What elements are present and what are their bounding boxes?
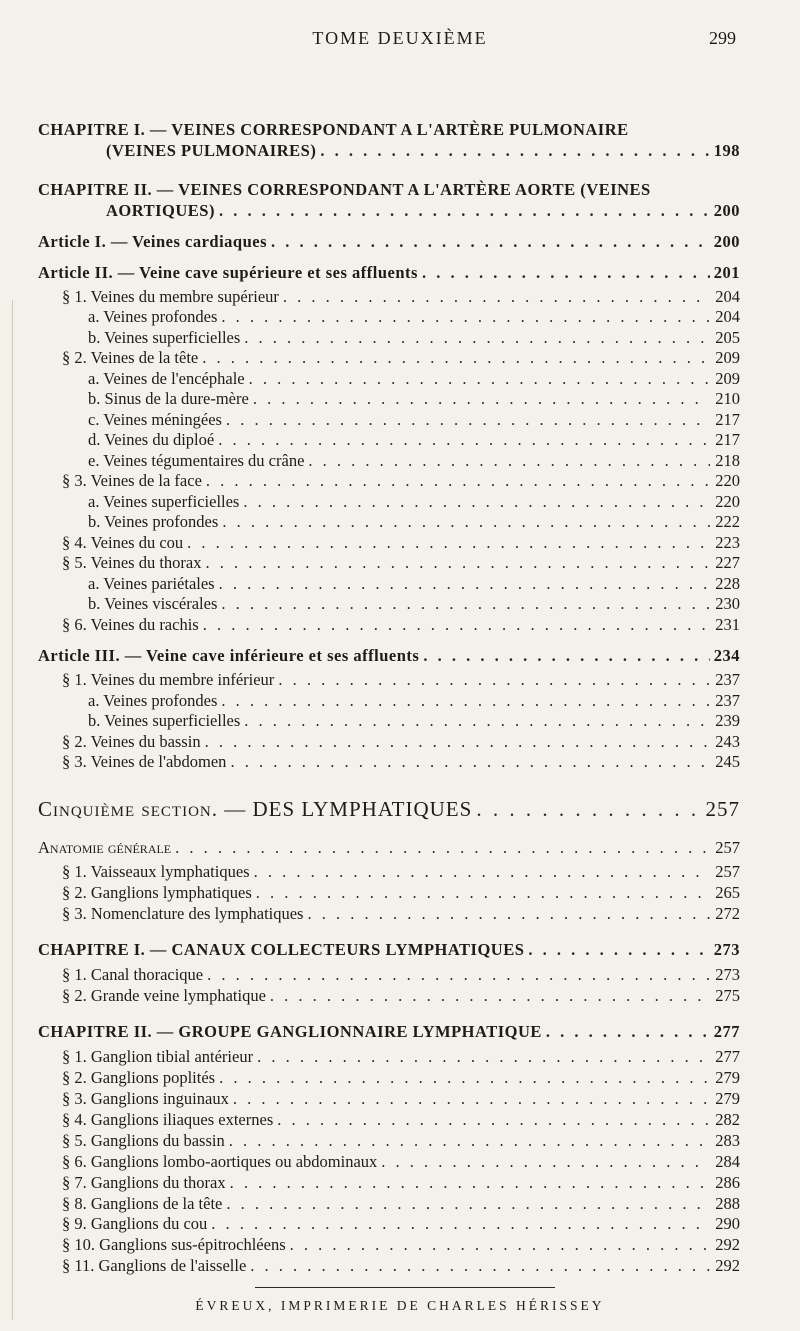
- toc-entry: § 2. Veines du bassin . . . 243: [62, 732, 740, 752]
- toc-entry: § 4. Veines du cou . . . 223: [62, 533, 740, 553]
- footer-rule: [255, 1287, 555, 1288]
- toc-entry: § 4. Ganglions iliaques externes . . . 282: [62, 1110, 740, 1130]
- toc-entry: § 2. Veines de la tête . . . 209: [62, 348, 740, 368]
- toc-entry: a. Veines de l'encéphale . . . 209: [88, 369, 740, 389]
- toc-entry: § 1. Canal thoracique . . . 273: [62, 965, 740, 985]
- toc-page: 198: [713, 141, 740, 160]
- toc-entry-article-3: Article III. — Veine cave inférieure et ses affluents . . . 234: [38, 646, 740, 666]
- toc-entry: b. Veines superficielles . . . 205: [88, 328, 740, 348]
- toc-entry-lymph-chapter-2: CHAPITRE II. — GROUPE GANGLIONNAIRE LYMPHATIQUE . . . 277: [38, 1022, 740, 1042]
- toc-entry: § 10. Ganglions sus-épitrochléens . . . 292: [62, 1235, 740, 1255]
- toc-entry: § 3. Veines de l'abdomen . . . 245: [62, 752, 740, 772]
- toc-entry: § 7. Ganglions du thorax . . . 286: [62, 1173, 740, 1193]
- toc-entry: § 2. Grande veine lymphatique . . . 275: [62, 986, 740, 1006]
- toc-entry-article-2: Article II. — Veine cave supérieure et ses affluents . . . 201: [38, 263, 740, 283]
- toc-entry: a. Veines superficielles . . . 220: [88, 492, 740, 512]
- toc-page: 200: [713, 201, 740, 220]
- toc-entry: § 1. Veines du membre supérieur . . . 204: [62, 287, 740, 307]
- page-header: [0, 28, 800, 58]
- toc-entry: b. Veines viscérales . . . 230: [88, 594, 740, 614]
- toc-entry: e. Veines tégumentaires du crâne . . . 218: [88, 451, 740, 471]
- toc-entry: § 8. Ganglions de la tête . . . 288: [62, 1194, 740, 1214]
- toc-entry: b. Sinus de la dure-mère . . . 210: [88, 389, 740, 409]
- toc-entry: § 2. Ganglions poplités . . . 279: [62, 1068, 740, 1088]
- toc-entry: § 9. Ganglions du cou . . . 290: [62, 1214, 740, 1234]
- toc-entry-chapter-1: (VEINES PULMONAIRES) . . . 198: [106, 141, 740, 161]
- toc-entry: § 5. Veines du thorax . . . 227: [62, 553, 740, 573]
- chapter-2-heading-line1: CHAPITRE II. — VEINES CORRESPONDANT A L'ARTÈRE AORTE (VEINES: [38, 180, 651, 199]
- running-title: TOME DEUXIÈME: [312, 28, 488, 48]
- toc-entry-lymph-chapter-1: CHAPITRE I. — CANAUX COLLECTEURS LYMPHATIQUES . . . 273: [38, 940, 740, 960]
- toc-entry: b. Veines superficielles . . . 239: [88, 711, 740, 731]
- page-edge-line: [12, 300, 13, 1320]
- toc-entry: a. Veines profondes . . . 237: [88, 691, 740, 711]
- toc-entry: a. Veines pariétales . . . 228: [88, 574, 740, 594]
- chapter-1-heading-line1: CHAPITRE I. — VEINES CORRESPONDANT A L'ARTÈRE PULMONAIRE: [38, 120, 629, 139]
- toc-entry: § 3. Nomenclature des lymphatiques . . . 272: [62, 904, 740, 924]
- toc-entry: § 3. Veines de la face . . . 220: [62, 471, 740, 491]
- toc-entry-section-5: Cinquième section. — DES LYMPHATIQUES . . . 257: [38, 796, 740, 822]
- toc-entry: § 1. Veines du membre inférieur . . . 237: [62, 670, 740, 690]
- toc-entry-anatomie-generale: Anatomie générale . . . 257: [38, 838, 740, 858]
- toc-entry-chapter-2: AORTIQUES) . . . 200: [106, 201, 740, 221]
- toc-entry: § 11. Ganglions de l'aisselle . . . 292: [62, 1256, 740, 1276]
- toc-entry: b. Veines profondes . . . 222: [88, 512, 740, 532]
- toc-entry: § 3. Ganglions inguinaux . . . 279: [62, 1089, 740, 1109]
- toc-entry: d. Veines du diploé . . . 217: [88, 430, 740, 450]
- page-number: 299: [709, 28, 736, 48]
- toc-entry: § 1. Ganglion tibial antérieur . . . 277: [62, 1047, 740, 1067]
- toc-entry: § 6. Ganglions lombo-aortiques ou abdominaux . . . 284: [62, 1152, 740, 1172]
- toc-entry-article-1: Article I. — Veines cardiaques . . . 200: [38, 232, 740, 252]
- toc-entry: § 6. Veines du rachis . . . 231: [62, 615, 740, 635]
- toc-entry: § 1. Vaisseaux lymphatiques . . . 257: [62, 862, 740, 882]
- toc-entry: a. Veines profondes . . . 204: [88, 307, 740, 327]
- toc-entry: c. Veines méningées . . . 217: [88, 410, 740, 430]
- toc-entry: § 2. Ganglions lymphatiques . . . 265: [62, 883, 740, 903]
- printer-imprint: ÉVREUX, IMPRIMERIE DE CHARLES HÉRISSEY: [195, 1298, 605, 1313]
- toc-entry: § 5. Ganglions du bassin . . . 283: [62, 1131, 740, 1151]
